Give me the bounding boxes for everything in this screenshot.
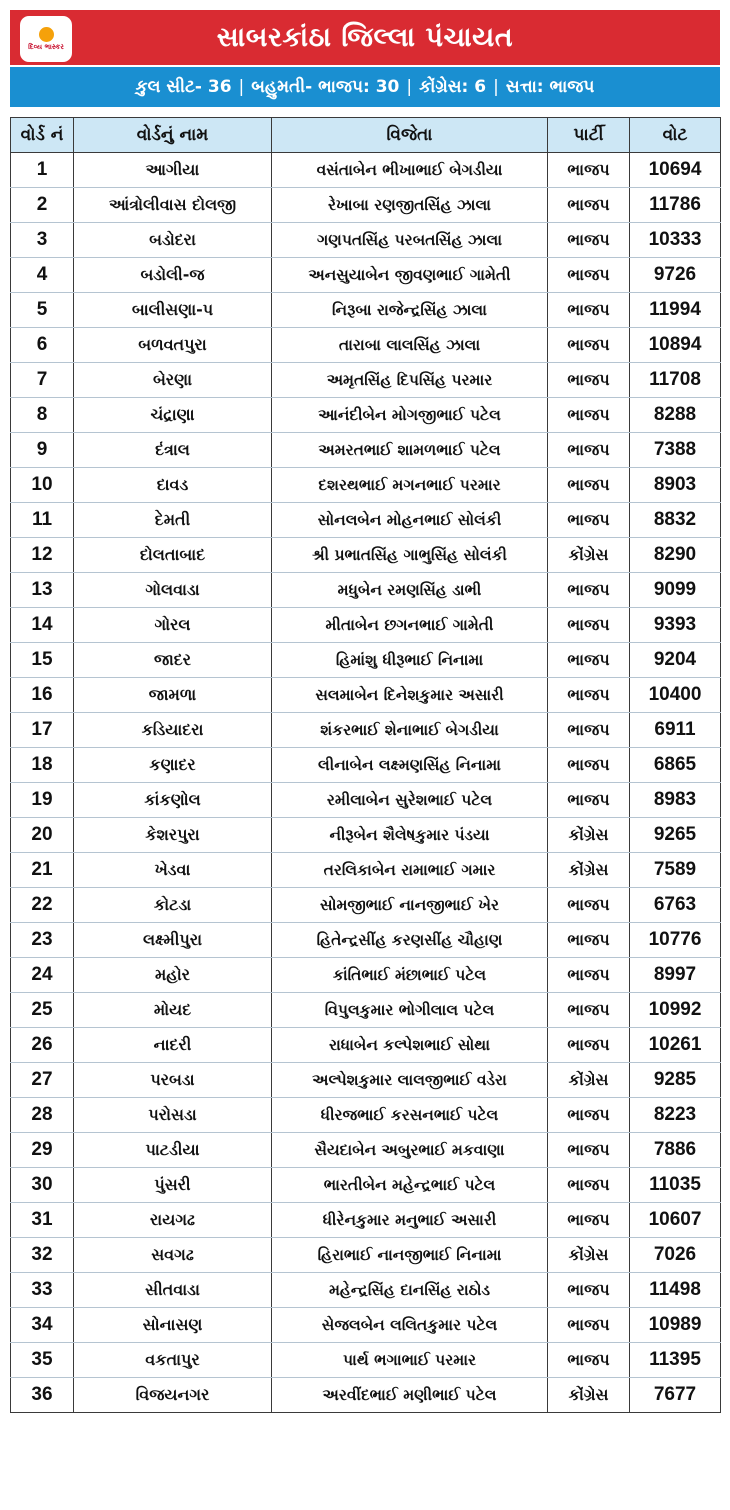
table-row [11,363,721,398]
ward-name: દંત્રાલ [74,433,272,468]
winner-name: નીરૂબેન શૈલેષકુમાર પંડયા [272,818,548,853]
winner-name: અમૃતસિંહ દિપસિંહ પરમાર [272,363,548,398]
table-row [11,433,721,468]
ward-number: 3 [11,223,74,258]
ward-number: 13 [11,573,74,608]
ward-name: પુંસરી [74,1168,272,1203]
vote-count: 8997 [630,958,721,993]
vote-count: 7388 [630,433,721,468]
vote-count: 6911 [630,713,721,748]
ward-name: મોયદ [74,993,272,1028]
party-name: ભાજપ [548,713,630,748]
party-name: ભાજપ [548,503,630,538]
ward-name: સવગઢ [74,1238,272,1273]
winner-name: મીતાબેન છગનભાઈ ગામેતી [272,608,548,643]
ward-number: 33 [11,1273,74,1308]
vote-count: 11786 [630,188,721,223]
congress-seats: કોંગ્રેસ: 6 [419,77,487,97]
winner-name: તરલિકાબેન રામાભાઈ ગમાર [272,853,548,888]
winner-name: ગણપતસિંહ પરબતસિંહ ઝાલા [272,223,548,258]
vote-count: 7886 [630,1133,721,1168]
vote-count: 10989 [630,1308,721,1343]
ward-number: 7 [11,363,74,398]
ward-name: જાદર [74,643,272,678]
ward-number: 21 [11,853,74,888]
table-row [11,223,721,258]
party-name: ભાજપ [548,748,630,783]
table-row [11,888,721,923]
ward-name: ખેડવા [74,853,272,888]
ward-number: 9 [11,433,74,468]
table-row [11,923,721,958]
winner-name: હિમાંશુ ધીરૂભાઈ નિનામા [272,643,548,678]
ward-number: 14 [11,608,74,643]
table-row [11,853,721,888]
party-name: કોંગ્રેસ [548,853,630,888]
table-row [11,1308,721,1343]
table-row [11,153,721,188]
ward-number: 27 [11,1063,74,1098]
vote-count: 8288 [630,398,721,433]
vote-count: 11708 [630,363,721,398]
ward-number: 15 [11,643,74,678]
ward-name: વકતાપુર [74,1343,272,1378]
ward-number: 12 [11,538,74,573]
ward-number: 4 [11,258,74,293]
ward-number: 11 [11,503,74,538]
winner-name: આનંદીબેન મોગજીભાઈ પટેલ [272,398,548,433]
ward-name: બડોદરા [74,223,272,258]
party-name: ભાજપ [548,258,630,293]
ward-name: ચંદ્રાણા [74,398,272,433]
page-title: સાબરકાંઠા જિલ્લા પંચાયત [216,21,514,53]
table-row [11,818,721,853]
vote-count: 10894 [630,328,721,363]
majority: બહુમતી- ભાજપ: 30 [251,77,400,97]
divider: | [406,77,413,97]
vote-count: 11035 [630,1168,721,1203]
table-row [11,188,721,223]
ward-name: કણાદર [74,748,272,783]
party-name: કોંગ્રેસ [548,1378,630,1413]
ward-name: મહોર [74,958,272,993]
ward-number: 8 [11,398,74,433]
party-name: ભાજપ [548,608,630,643]
ward-name: ગોરલ [74,608,272,643]
table-row [11,1168,721,1203]
winner-name: ભારતીબેન મહેન્દ્રભાઈ પટેલ [272,1168,548,1203]
ward-name: આગીયા [74,153,272,188]
ward-number: 17 [11,713,74,748]
party-name: કોંગ્રેસ [548,1238,630,1273]
winner-name: રાધાબેન કલ્પેશભાઈ સોથા [272,1028,548,1063]
party-name: ભાજપ [548,888,630,923]
vote-count: 7589 [630,853,721,888]
ward-name: પરોસડા [74,1098,272,1133]
table-row [11,1273,721,1308]
vote-count: 6763 [630,888,721,923]
winner-name: સોમજીભાઈ નાનજીભાઈ ખેર [272,888,548,923]
vote-count: 8903 [630,468,721,503]
party-name: ભાજપ [548,1168,630,1203]
vote-count: 10694 [630,153,721,188]
vote-count: 10992 [630,993,721,1028]
ward-number: 30 [11,1168,74,1203]
table-row [11,503,721,538]
ward-name: કેશરપુરા [74,818,272,853]
party-name: ભાજપ [548,153,630,188]
ward-number: 31 [11,1203,74,1238]
winner-name: કાંતિભાઈ મંછાભાઈ પટેલ [272,958,548,993]
table-row [11,398,721,433]
party-name: ભાજપ [548,1098,630,1133]
ward-number: 20 [11,818,74,853]
vote-count: 8983 [630,783,721,818]
vote-count: 10607 [630,1203,721,1238]
results-body [11,153,721,1413]
ward-number: 23 [11,923,74,958]
party-name: ભાજપ [548,783,630,818]
party-name: ભાજપ [548,433,630,468]
divya-bhaskar-logo [20,16,72,62]
party-name: ભાજપ [548,993,630,1028]
ward-number: 16 [11,678,74,713]
winner-name: મહેન્દ્રસિંહ દાનસિંહ રાઠોડ [272,1273,548,1308]
winner-name: ધીરજભાઈ કરસનભાઈ પટેલ [272,1098,548,1133]
winner-name: દશરથભાઈ મગનભાઈ પરમાર [272,468,548,503]
table-row [11,783,721,818]
winner-name: લીનાબેન લક્ષ્મણસિંહ નિનામા [272,748,548,783]
party-name: ભાજપ [548,293,630,328]
winner-name: સેજલબેન લલિતકુમાર પટેલ [272,1308,548,1343]
vote-count: 9726 [630,258,721,293]
table-row [11,1098,721,1133]
vote-count: 10333 [630,223,721,258]
table-row [11,573,721,608]
table-row [11,993,721,1028]
party-name: કોંગ્રેસ [548,818,630,853]
ward-name: પાટડીયા [74,1133,272,1168]
ward-name: પરબડા [74,1063,272,1098]
party-name: કોંગ્રેસ [548,538,630,573]
table-row [11,608,721,643]
party-name: ભાજપ [548,1028,630,1063]
table-row [11,958,721,993]
table-row [11,1238,721,1273]
vote-count: 11395 [630,1343,721,1378]
logo-text: દિવ્ય ભાસ્કર [28,42,64,51]
winner-name: અનસુયાબેન જીવણભાઈ ગામેતી [272,258,548,293]
ward-name: બેરણા [74,363,272,398]
winner-name: સલમાબેન દિનેશકુમાર અસારી [272,678,548,713]
ward-number: 2 [11,188,74,223]
vote-count: 10776 [630,923,721,958]
ward-name: બાલીસણા-પ [74,293,272,328]
ward-number: 19 [11,783,74,818]
ward-name: બડોલી-જ [74,258,272,293]
ward-number: 6 [11,328,74,363]
header-party: પાર્ટી [548,118,630,153]
table-row [11,643,721,678]
ward-name: જામળા [74,678,272,713]
party-name: ભાજપ [548,328,630,363]
ward-number: 10 [11,468,74,503]
vote-count: 8223 [630,1098,721,1133]
ward-number: 25 [11,993,74,1028]
ward-number: 22 [11,888,74,923]
party-name: ભાજપ [548,573,630,608]
winner-name: હિરાભાઈ નાનજીભાઈ નિનામા [272,1238,548,1273]
party-name: ભાજપ [548,398,630,433]
party-name: ભાજપ [548,958,630,993]
ward-number: 36 [11,1378,74,1413]
ward-name: નાદરી [74,1028,272,1063]
ward-name: સીતવાડા [74,1273,272,1308]
party-name: ભાજપ [548,923,630,958]
ward-number: 32 [11,1238,74,1273]
table-row [11,1203,721,1238]
ward-name: આંત્રોલીવાસ દોલજી [74,188,272,223]
divider: | [238,77,245,97]
ward-number: 18 [11,748,74,783]
total-seats: કુલ સીટ- 36 [135,77,232,97]
summary-bar [10,67,720,107]
divider: | [493,77,499,97]
ward-number: 34 [11,1308,74,1343]
sun-icon [39,27,54,42]
party-name: ભાજપ [548,1343,630,1378]
table-row [11,713,721,748]
ruling-party: સત્તા: ભાજપ [505,77,595,97]
vote-count: 6865 [630,748,721,783]
header-ward-name: વોર્ડનું નામ [74,118,272,153]
vote-count: 8290 [630,538,721,573]
winner-name: રેખાબા રણજીતસિંહ ઝાલા [272,188,548,223]
ward-name: લક્ષ્મીપુરા [74,923,272,958]
winner-name: મધુબેન રમણસિંહ ડાભી [272,573,548,608]
vote-count: 9265 [630,818,721,853]
party-name: ભાજપ [548,643,630,678]
ward-name: દોલતાબાદ [74,538,272,573]
ward-number: 29 [11,1133,74,1168]
table-row [11,1063,721,1098]
party-name: કોંગ્રેસ [548,1063,630,1098]
winner-name: તારાબા લાલસિંહ ઝાલા [272,328,548,363]
header-winner: વિજેતા [272,118,548,153]
party-name: ભાજપ [548,1273,630,1308]
winner-name: અલ્પેશકુમાર લાલજીભાઈ વડેરા [272,1063,548,1098]
results-table-wrap [10,117,720,1413]
ward-number: 1 [11,153,74,188]
vote-count: 10261 [630,1028,721,1063]
table-row [11,1343,721,1378]
ward-number: 24 [11,958,74,993]
table-row [11,1378,721,1413]
table-row [11,293,721,328]
ward-name: સોનાસણ [74,1308,272,1343]
ward-name: રાયગઢ [74,1203,272,1238]
table-row [11,258,721,293]
party-name: ભાજપ [548,1203,630,1238]
table-row [11,1028,721,1063]
table-row [11,328,721,363]
winner-name: સૈયદાબેન અબુરભાઈ મકવાણા [272,1133,548,1168]
vote-count: 7677 [630,1378,721,1413]
vote-count: 8832 [630,503,721,538]
table-row [11,538,721,573]
results-table [10,117,721,1413]
winner-name: વિપુલકુમાર ભોગીલાલ પટેલ [272,993,548,1028]
vote-count: 9285 [630,1063,721,1098]
table-header-row [11,118,721,153]
winner-name: શ્રી પ્રભાતસિંહ ગાભુસિંહ સોલંકી [272,538,548,573]
vote-count: 9204 [630,643,721,678]
winner-name: અમરતભાઈ શામળભાઈ પટેલ [272,433,548,468]
winner-name: શંકરભાઈ શેનાભાઈ બેગડીયા [272,713,548,748]
ward-number: 26 [11,1028,74,1063]
ward-number: 35 [11,1343,74,1378]
party-name: ભાજપ [548,363,630,398]
vote-count: 9393 [630,608,721,643]
table-row [11,468,721,503]
header-votes: વોટ [630,118,721,153]
winner-name: હિતેન્દ્રસીંહ કરણસીંહ ચૌહાણ [272,923,548,958]
ward-number: 28 [11,1098,74,1133]
ward-name: કોટડા [74,888,272,923]
winner-name: અરવીંદભાઈ મણીભાઈ પટેલ [272,1378,548,1413]
winner-name: રમીલાબેન સુરેશભાઈ પટેલ [272,783,548,818]
page-header [10,10,720,65]
winner-name: નિરૂબા રાજેન્દ્રસિંહ ઝાલા [272,293,548,328]
party-name: ભાજપ [548,1133,630,1168]
table-row [11,1133,721,1168]
winner-name: ધીરેનકુમાર મનુભાઈ અસારી [272,1203,548,1238]
vote-count: 11498 [630,1273,721,1308]
ward-name: ગોલવાડા [74,573,272,608]
ward-name: બળવતપુરા [74,328,272,363]
party-name: ભાજપ [548,188,630,223]
header-ward-number: વોર્ડ નં [11,118,74,153]
vote-count: 9099 [630,573,721,608]
ward-name: કાંકણોલ [74,783,272,818]
ward-name: કડિયાદરા [74,713,272,748]
ward-name: વિજયનગર [74,1378,272,1413]
ward-number: 5 [11,293,74,328]
party-name: ભાજપ [548,223,630,258]
vote-count: 7026 [630,1238,721,1273]
party-name: ભાજપ [548,1308,630,1343]
ward-name: દાવડ [74,468,272,503]
vote-count: 11994 [630,293,721,328]
table-row [11,748,721,783]
party-name: ભાજપ [548,468,630,503]
vote-count: 10400 [630,678,721,713]
ward-name: દેમતી [74,503,272,538]
winner-name: વસંતાબેન ભીખાભાઈ બેગડીયા [272,153,548,188]
table-row [11,678,721,713]
winner-name: સોનલબેન મોહનભાઈ સોલંકી [272,503,548,538]
party-name: ભાજપ [548,678,630,713]
winner-name: પાર્થ ભગાભાઈ પરમાર [272,1343,548,1378]
